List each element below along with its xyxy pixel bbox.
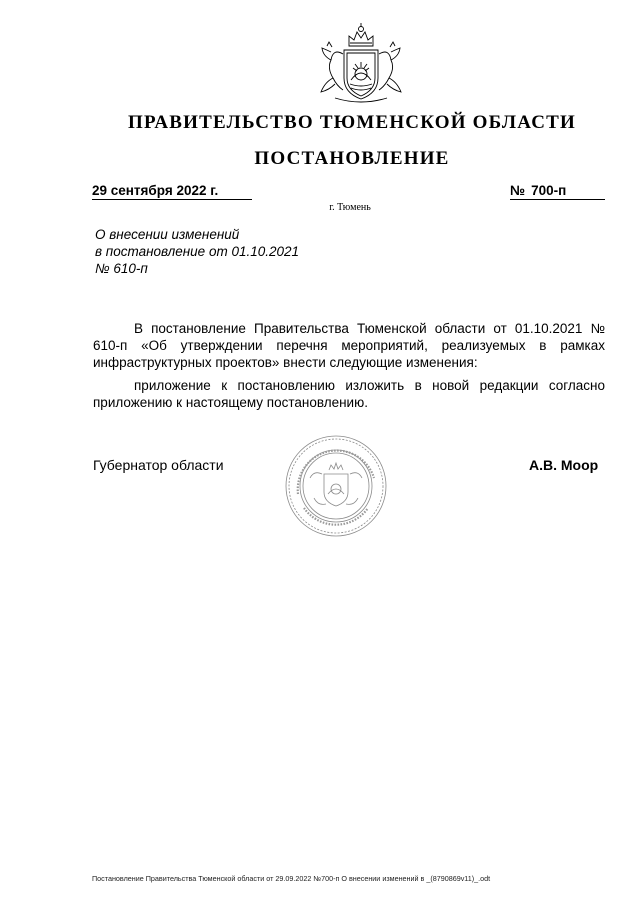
document-number-value: 700-п [531, 183, 567, 198]
document-body [93, 320, 605, 411]
number-sign: № [510, 183, 526, 198]
document-subject [95, 226, 299, 277]
signer-position: Губернатор области [93, 457, 224, 473]
subject-line-1: О внесении изменений [95, 227, 240, 242]
subject-line-3: № 610-п [95, 261, 148, 276]
subject-line-2: в постановление от 01.10.2021 [95, 244, 300, 259]
body-paragraph-2: приложение к постановлению изложить в новой редакции согласно приложению к настоящему постановлению. [93, 378, 605, 410]
organization-title: ПРАВИТЕЛЬСТВО ТЮМЕНСКОЙ ОБЛАСТИ [127, 112, 577, 133]
document-date [92, 183, 252, 200]
official-seal-icon [284, 434, 388, 538]
footer-file-info: Постановление Правительства Тюменской области от 29.09.2022 №700-п О внесении изменений в _(8790869v11)_.odt [92, 874, 491, 883]
document-number [510, 183, 605, 200]
document-type-heading: ПОСТАНОВЛЕНИЕ [254, 148, 450, 169]
city-label: г. Тюмень [329, 202, 371, 213]
coat-of-arms-icon [313, 20, 409, 106]
document-date-value: 29 сентября 2022 г. [92, 183, 219, 198]
signer-name: А.В. Моор [529, 457, 599, 473]
body-paragraph-1: В постановление Правительства Тюменской области от 01.10.2021 № 610-п «Об утверждении перечня мероприятий, реализуемых в рамках инфраструктурных проектов» внести следующие изменения: [93, 321, 605, 370]
